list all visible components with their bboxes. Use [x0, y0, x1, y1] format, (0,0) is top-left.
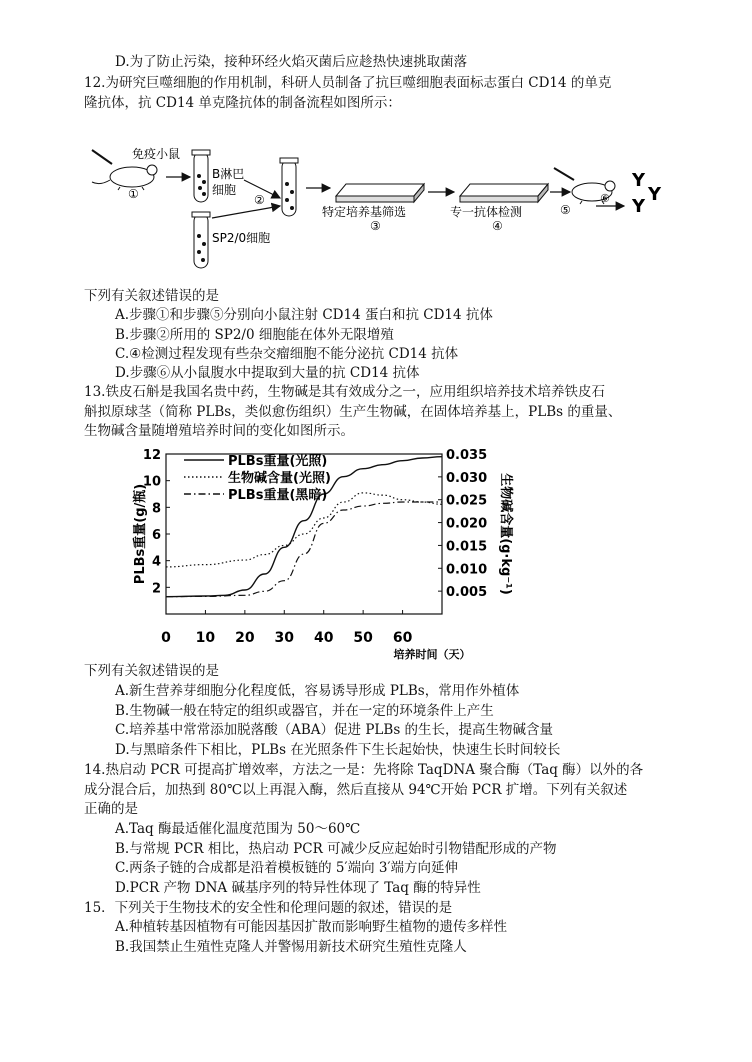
antibody-y-3: Y	[632, 196, 646, 217]
y2-axis-label: 生物碱含量(g·kg⁻¹)	[498, 473, 513, 595]
q12-option-d: D.步骤⑥从小鼠腹水中提取到大量的抗 CD14 抗体	[115, 365, 420, 381]
x-tick-label-2: 20	[235, 630, 255, 646]
x-tick-label-6: 60	[392, 630, 413, 646]
sp20-label: SP2/0细胞	[212, 231, 271, 245]
q12-option-c: C.④检测过程发现有些杂交瘤细胞不能分泌抗 CD14 抗体	[115, 346, 459, 362]
antibody-y-2: Y	[648, 184, 662, 205]
q12-option-b: B.步骤②所用的 SP2/0 细胞能在体外无限增殖	[115, 327, 394, 343]
step-6-label: ⑥	[600, 192, 610, 205]
step-1-label: ①	[128, 187, 139, 201]
q14-option-a: A.Taq 酶最适催化温度范围为 50～60℃	[115, 821, 361, 837]
antibody-y-1: Y	[632, 170, 646, 191]
q14-option-b: B.与常规 PCR 相比，热启动 PCR 可减少反应起始时引物错配形成的产物	[115, 841, 557, 857]
culture-plate-1-icon	[336, 184, 424, 202]
y2-tick-label-5: 0.030	[446, 470, 488, 486]
sp20-tube-icon	[192, 212, 210, 268]
y-tick-label-2: 6	[151, 528, 161, 543]
y2-tick-label-4: 0.025	[446, 493, 488, 509]
q12-stem-line1: 12.为研究巨噬细胞的作用机制，科研人员制备了抗巨噬细胞表面标志蛋白 CD14 的单克	[84, 75, 612, 91]
legend-label-1: 生物碱含量(光照)	[228, 471, 331, 486]
y2-tick-label-2: 0.015	[446, 539, 488, 555]
x-axis-label: 培养时间（天）	[393, 648, 471, 661]
q12-prompt: 下列有关叙述错误的是	[84, 288, 219, 304]
step-3-label: ③	[370, 219, 381, 233]
mouse-label: 免疫小鼠	[132, 147, 181, 161]
plate-2-label: 专一抗体检测	[450, 205, 523, 219]
q15-option-b: B.我国禁止生殖性克隆人并警惕用新技术研究生殖性克隆人	[115, 939, 467, 955]
q14-stem-line3: 正确的是	[84, 801, 138, 817]
q13-stem-line3: 生物碱含量随增殖培养时间的变化如图所示。	[84, 423, 354, 439]
antibody-flow-diagram	[84, 140, 674, 280]
q13-stem-line1: 13.铁皮石斛是我国名贵中药，生物碱是其有效成分之一，应用组织培养技术培养铁皮石	[84, 384, 605, 400]
y-tick-label-3: 8	[151, 501, 161, 517]
y-axis-label: PLBs重量(g/瓶)	[133, 483, 148, 585]
legend-label-2: PLBs重量(黑暗)	[228, 488, 328, 503]
step-2-label: ②	[254, 193, 265, 207]
q12-option-a: A.步骤①和步骤⑤分别向小鼠注射 CD14 蛋白和抗 CD14 抗体	[115, 307, 493, 323]
plbs-alkaloid-chart	[133, 440, 520, 662]
q14-option-d: D.PCR 产物 DNA 碱基序列的特异性体现了 Taq 酶的特异性	[115, 880, 481, 896]
q13-option-a: A.新生营养芽细胞分化程度低，容易诱导形成 PLBs，常用作外植体	[115, 683, 520, 699]
q13-stem-line2: 斛拟原球茎（简称 PLBs，类似愈伤组织）生产生物碱，在固体培养基上，PLBs 的重量、	[84, 404, 622, 420]
q12-stem-line2: 隆抗体，抗 CD14 单克隆抗体的制备流程如图所示：	[84, 95, 401, 111]
q13-option-b: B.生物碱一般在特定的组织或器官，并在一定的环境条件上产生	[115, 703, 494, 719]
q14-stem-line1: 14.热启动 PCR 可提高扩增效率，方法之一是：先将除 TaqDNA 聚合酶（Taq 酶）以外的各	[84, 762, 644, 778]
y2-tick-label-1: 0.010	[446, 562, 488, 578]
x-tick-label-3: 30	[274, 630, 295, 646]
b-cell-tube-icon	[192, 150, 210, 202]
q13-option-c: C.培养基中常常添加脱落酸（ABA）促进 PLBs 的生长，提高生物碱含量	[115, 722, 554, 738]
step-4-label: ④	[492, 219, 503, 233]
b-cell-label-1: B淋巴	[212, 167, 245, 181]
y-tick-label-4: 10	[142, 474, 161, 490]
y2-tick-label-0: 0.005	[446, 585, 488, 601]
legend-label-0: PLBs重量(光照)	[228, 454, 328, 469]
y2-tick-label-6: 0.035	[446, 448, 488, 463]
q13-option-d: D.与黑暗条件下相比，PLBs 在光照条件下生长起始快，快速生长时间较长	[115, 742, 561, 758]
series-line-1	[166, 493, 442, 567]
b-cell-label-2: 细胞	[212, 183, 237, 197]
q14-stem-line2: 成分混合后，加热到 80℃以上再混入酶，然后直接从 94℃开始 PCR 扩增。下列有关叙述	[84, 782, 628, 798]
q15-stem: 15．下列关于生物技术的安全性和伦理问题的叙述，错误的是	[84, 900, 453, 916]
q14-option-c: C.两条子链的合成都是沿着模板链的 5′端向 3′端方向延伸	[115, 860, 459, 876]
fusion-tube-icon	[280, 158, 298, 216]
culture-plate-2-icon	[460, 184, 548, 202]
q13-prompt: 下列有关叙述错误的是	[84, 663, 219, 679]
y-tick-label-0: 2	[151, 581, 161, 597]
y-tick-label-1: 4	[151, 554, 161, 570]
x-tick-label-1: 10	[195, 630, 216, 646]
x-tick-label-4: 40	[313, 630, 334, 646]
q15-option-a: A.种植转基因植物有可能因基因扩散而影响野生植物的遗传多样性	[115, 919, 508, 935]
series-line-2	[166, 502, 442, 597]
y-tick-label-5: 12	[142, 448, 161, 463]
x-tick-label-0: 0	[161, 630, 171, 646]
y2-tick-label-3: 0.020	[446, 516, 488, 532]
q11-option-d: D.为了防止污染，接种环经火焰灭菌后应趁热快速挑取菌落	[115, 54, 468, 70]
step-5-label: ⑤	[560, 203, 571, 217]
plate-1-label: 特定培养基筛选	[322, 205, 407, 219]
x-tick-label-5: 50	[353, 630, 373, 646]
